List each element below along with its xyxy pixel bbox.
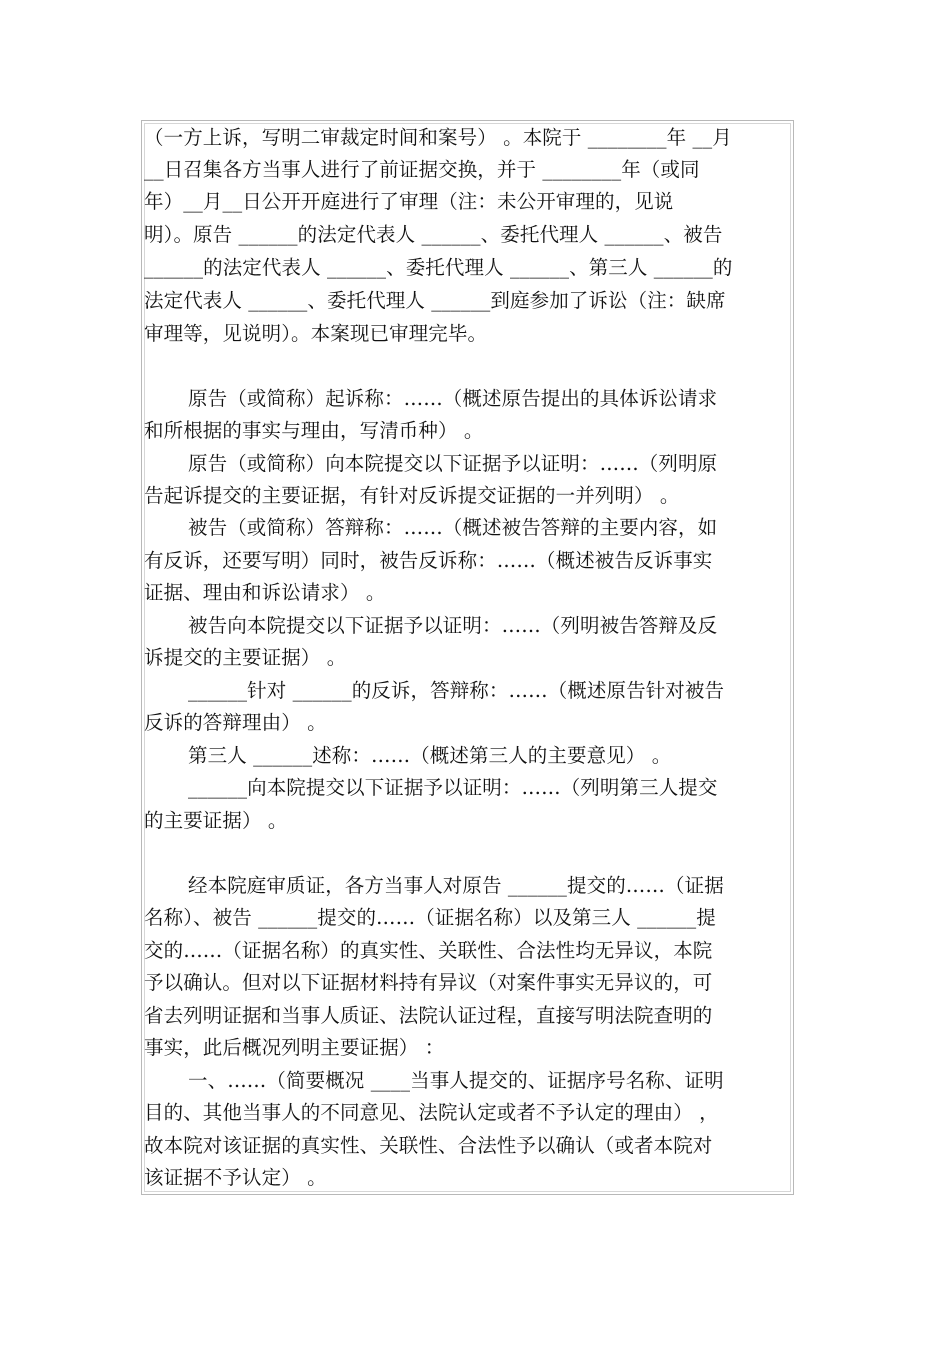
text-line: 予以确认。但对以下证据材料持有异议（对案件事实无异议的，可	[144, 971, 713, 994]
text-line: 原告（或简称）起诉称：……（概述原告提出的具体诉讼请求	[188, 387, 718, 410]
text-line: 法定代表人 ______、委托代理人 ______到庭参加了诉讼（注：缺席	[144, 289, 726, 312]
text-line: 一、……（简要概况 ____当事人提交的、证据序号名称、证明	[188, 1069, 724, 1092]
text-line: 反诉的答辩理由） 。	[144, 711, 327, 734]
text-line: 证据、理由和诉讼请求） 。	[144, 581, 386, 604]
text-line: 和所根据的事实与理由，写清币种） 。	[144, 419, 484, 442]
text-line: （一方上诉，写明二审裁定时间和案号） 。本院于 ________年 __月	[144, 126, 732, 149]
text-line: 诉提交的主要证据） 。	[144, 646, 347, 669]
text-line: 审理等，见说明）。本案现已审理完毕。	[144, 322, 488, 345]
text-line: 交的……（证据名称）的真实性、关联性、合法性均无异议，本院	[144, 939, 713, 962]
text-line: __日召集各方当事人进行了前证据交换，并于 ________年（或同	[144, 158, 700, 181]
text-line: 该证据不予认定） 。	[144, 1166, 327, 1189]
text-line: 有反诉，还要写明）同时，被告反诉称：……（概述被告反诉事实	[144, 549, 713, 572]
text-line: ______向本院提交以下证据予以证明：……（列明第三人提交	[188, 776, 718, 799]
text-line: 被告向本院提交以下证据予以证明：……（列明被告答辩及反	[188, 614, 718, 637]
text-line: 被告（或简称）答辩称：……（概述被告答辩的主要内容，如	[188, 516, 718, 539]
text-line: 事实，此后概况列明主要证据） ：	[144, 1036, 445, 1059]
text-line: 原告（或简称）向本院提交以下证据予以证明：……（列明原	[188, 452, 718, 475]
text-line: 名称）、被告 ______提交的……（证据名称）以及第三人 ______提	[144, 906, 716, 929]
text-line: ______针对 ______的反诉，答辩称：……（概述原告针对被告	[188, 679, 725, 702]
text-line: 省去列明证据和当事人质证、法院认证过程，直接写明法院查明的	[144, 1004, 713, 1027]
text-line: 明）。原告 ______的法定代表人 ______、委托代理人 ______、被告	[144, 223, 723, 246]
text-line: 经本院庭审质证，各方当事人对原告 ______提交的……（证据	[188, 874, 724, 897]
text-line: 第三人 ______述称：……（概述第三人的主要意见） 。	[188, 744, 672, 767]
text-line: 目的、其他当事人的不同意见、法院认定或者不予认定的理由） ，	[144, 1101, 719, 1124]
text-line: ______的法定代表人 ______、委托代理人 ______、第三人 ______的	[144, 256, 733, 279]
text-line: 告起诉提交的主要证据，有针对反诉提交证据的一并列明） 。	[144, 484, 680, 507]
text-line: 的主要证据） 。	[144, 809, 288, 832]
text-line: 故本院对该证据的真实性、关联性、合法性予以确认（或者本院对	[144, 1134, 713, 1157]
text-line: 年）__月__日公开开庭进行了审理（注：未公开审理的，见说	[144, 190, 674, 213]
